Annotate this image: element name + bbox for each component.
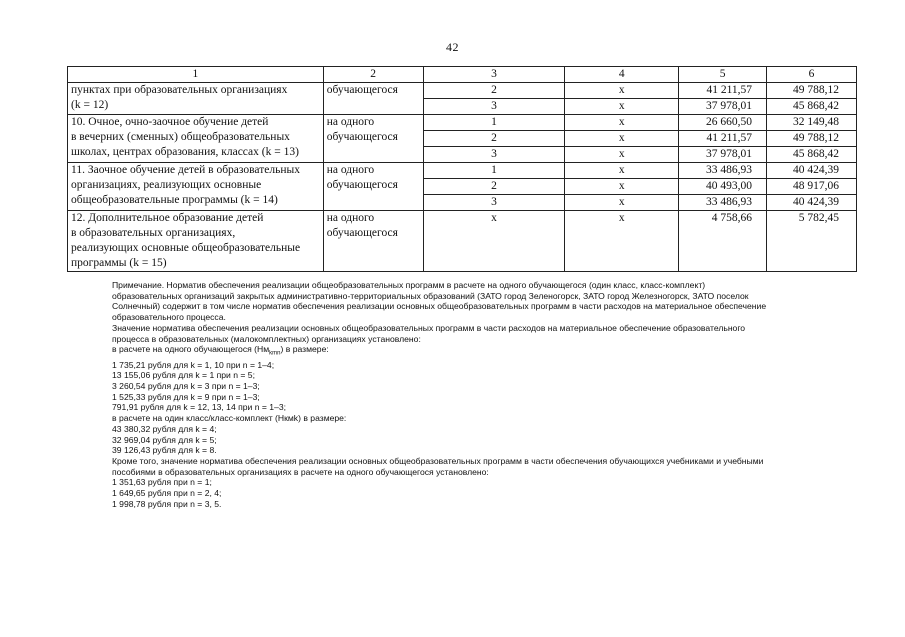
value-cell-5: 33 486,93 <box>679 195 767 211</box>
program-name-cell <box>68 115 324 163</box>
n-cell: x <box>423 211 565 272</box>
table-header-row <box>68 67 857 83</box>
note-line: Примечание. Норматив обеспечения реализации общеобразовательных программ в расчете на одного обучающегося (один класс, класс-комплект) <box>112 280 706 290</box>
n-cell: 3 <box>423 147 565 163</box>
unit-cell <box>323 115 423 163</box>
table-row <box>68 115 857 131</box>
program-name-line: школах, центрах образования, классах (k = 13) <box>71 146 299 158</box>
value-cell-5: 40 493,00 <box>679 179 767 195</box>
note-line: образовательного процесса. <box>112 312 226 323</box>
per-class-item: 43 380,32 рубля для k = 4; <box>112 423 217 434</box>
per-student-item: 13 155,06 рубля для k = 1 при n = 5; <box>112 370 255 381</box>
value-cell-5: 41 211,57 <box>679 131 767 147</box>
header-cell: 1 <box>68 67 324 83</box>
program-name-cell <box>68 83 324 115</box>
header-cell: 5 <box>679 67 767 83</box>
page-number: 42 <box>446 40 459 54</box>
note-line: Значение норматива обеспечения реализации основных общеобразовательных программ в части расходов на материальное обеспечение образовательного <box>112 322 746 333</box>
program-name-line: реализующих основные общеобразовательные <box>71 242 301 254</box>
program-name-line: пунктах при образовательных организациях <box>71 84 288 96</box>
norms-table <box>67 66 857 272</box>
value-cell-6: 45 868,42 <box>767 99 857 115</box>
x-cell: x <box>565 195 679 211</box>
x-cell: x <box>565 83 679 99</box>
table-row <box>68 211 857 272</box>
value-cell-5: 26 660,50 <box>679 115 767 131</box>
textbook-item: 1 649,65 рубля при n = 2, 4; <box>112 488 222 499</box>
value-cell-5: 4 758,66 <box>679 211 767 272</box>
per-class-title: в расчете на один класс/класс-комплект (Нкмk) в размере: <box>112 413 347 424</box>
n-cell: 2 <box>423 83 565 99</box>
note-line: образовательных организаций закрытых административно-территориальных образований (ЗАТО город Зеленогорск, ЗАТО город Железногорск, ЗАТО поселок <box>112 290 749 301</box>
program-name-line: программы (k = 15) <box>71 257 167 269</box>
header-cell: 6 <box>767 67 857 83</box>
n-cell: 1 <box>423 163 565 179</box>
per-student-item: 3 260,54 рубля для k = 3 при n = 1–3; <box>112 381 260 392</box>
program-name-line: (k = 12) <box>71 99 109 111</box>
unit-line: на одного <box>326 164 375 176</box>
value-cell-6: 48 917,06 <box>767 179 857 195</box>
unit-line: на одного <box>326 116 375 128</box>
n-cell: 3 <box>423 99 565 115</box>
program-name-line: в образовательных организациях, <box>71 227 236 239</box>
value-cell-6: 32 149,48 <box>767 115 857 131</box>
unit-cell <box>323 211 423 272</box>
header-cell: 4 <box>565 67 679 83</box>
per-student-item: 791,91 рубля для k = 12, 13, 14 при n = 1–3; <box>112 402 287 413</box>
value-cell-5: 37 978,01 <box>679 147 767 163</box>
n-cell: 3 <box>423 195 565 211</box>
textbook-item: 1 351,63 рубля при n = 1; <box>112 477 212 488</box>
note-line: пособиями в образовательных организациях в расчете на одного обучающегося установлено: <box>112 466 489 477</box>
x-cell: x <box>565 131 679 147</box>
per-student-item: 1 735,21 рубля для k = 1, 10 при n = 1–4; <box>112 359 275 370</box>
program-name-line: общеобразовательные программы (k = 14) <box>71 194 278 206</box>
table-row <box>68 163 857 179</box>
value-cell-5: 41 211,57 <box>679 83 767 99</box>
x-cell: x <box>565 115 679 131</box>
program-name-line: организациях, реализующих основные <box>71 179 262 191</box>
value-cell-6: 45 868,42 <box>767 147 857 163</box>
program-name-line: в вечерних (сменных) общеобразовательных <box>71 131 290 143</box>
value-cell-6: 49 788,12 <box>767 83 857 99</box>
per-student-item: 1 525,33 рубля для k = 9 при n = 1–3; <box>112 391 260 402</box>
n-cell: 2 <box>423 131 565 147</box>
note-line: Кроме того, значение норматива обеспечения реализации основных общеобразовательных программ в части обеспечения обучающихся учебниками и учебными <box>112 455 764 466</box>
program-name-cell <box>68 211 324 272</box>
program-name-line: 11. Заочное обучение детей в образовательных <box>71 164 300 176</box>
unit-line: обучающегося <box>326 131 398 143</box>
x-cell: x <box>565 179 679 195</box>
value-cell-6: 5 782,45 <box>767 211 857 272</box>
per-class-item: 39 126,43 рубля для k = 8. <box>112 445 217 456</box>
unit-line: обучающегося <box>326 227 398 239</box>
x-cell: x <box>565 99 679 115</box>
per-student-title <box>112 344 860 359</box>
value-cell-6: 40 424,39 <box>767 163 857 179</box>
header-cell: 3 <box>423 67 565 83</box>
notes-section <box>112 280 860 509</box>
value-cell-6: 40 424,39 <box>767 195 857 211</box>
table-row <box>68 83 857 99</box>
value-cell-6: 49 788,12 <box>767 131 857 147</box>
note-line: процесса в образовательных (малокомплектных) организациях установлено: <box>112 333 421 344</box>
note-line: Солнечный) содержит в том числе норматив обеспечения реализации основных общеобразовательных программ в части расходов на материальное обеспечение <box>112 301 767 312</box>
per-student-prefix: в расчете на одного обучающегося (Нм <box>112 344 270 355</box>
header-cell: 2 <box>323 67 423 83</box>
unit-line: обучающегося <box>326 84 398 96</box>
unit-cell <box>323 163 423 211</box>
x-cell: x <box>565 163 679 179</box>
value-cell-5: 37 978,01 <box>679 99 767 115</box>
textbook-item: 1 998,78 рубля при n = 3, 5. <box>112 498 222 509</box>
unit-cell <box>323 83 423 115</box>
program-name-line: 12. Дополнительное образование детей <box>71 212 264 224</box>
per-student-suffix: ) в размере: <box>280 344 329 355</box>
n-cell: 1 <box>423 115 565 131</box>
n-cell: 2 <box>423 179 565 195</box>
unit-line: обучающегося <box>326 179 398 191</box>
per-student-subscript: kmn <box>269 350 281 357</box>
program-name-line: 10. Очное, очно-заочное обучение детей <box>71 116 269 128</box>
unit-line: на одного <box>326 212 375 224</box>
per-class-item: 32 969,04 рубля для k = 5; <box>112 434 217 445</box>
x-cell: x <box>565 211 679 272</box>
x-cell: x <box>565 147 679 163</box>
value-cell-5: 33 486,93 <box>679 163 767 179</box>
program-name-cell <box>68 163 324 211</box>
